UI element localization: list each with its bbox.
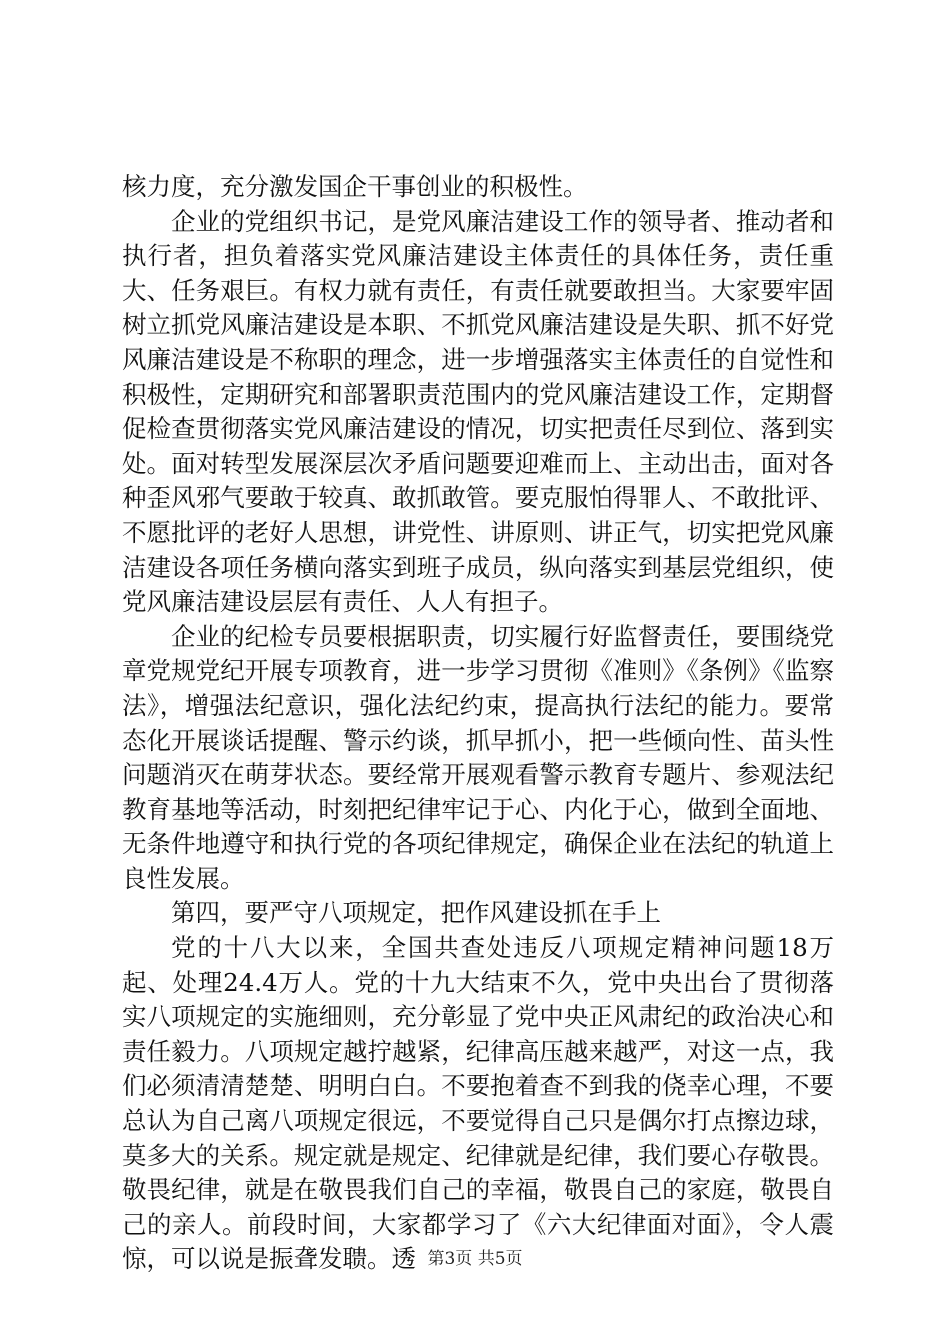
section-heading: 第四，要严守八项规定，把作风建设抓在手上	[171, 898, 661, 928]
page-footer: 第3页 共5页	[427, 1249, 523, 1269]
document-body	[122, 170, 834, 1277]
paragraph-continuation: 核力度，充分激发国企干事创业的积极性。	[122, 172, 588, 201]
paragraph-discipline-commissioner: 企业的纪检专员要根据职责，切实履行好监督责任，要围绕党章党规党纪开展专项教育，进一步学习贯彻《准则》《条例》《监察法》，增强法纪意识，强化法纪约束，提高执行法纪的能力。要常态化开展谈话提醒、警示约谈，抓早抓小，把一些倾向性、苗头性问题消灭在萌芽状态。要经常开展观看警示教育专题片、参观法纪教育基地等活动，时刻把纪律牢记于心、内化于心，做到全面地、无条件地遵守和执行党的各项纪律规定，确保企业在法纪的轨道上良性发展。	[122, 621, 834, 893]
paragraph-party-secretary: 企业的党组织书记，是党风廉洁建设工作的领导者、推动者和执行者，担负着落实党风廉洁建设主体责任的具体任务，责任重大、任务艰巨。有权力就有责任，有责任就要敢担当。大家要牢固树立抓党风廉洁建设是本职、不抓党风廉洁建设是失职、抓不好党风廉洁建设是不称职的理念，进一步增强落实主体责任的自觉性和积极性，定期研究和部署职责范围内的党风廉洁建设工作，定期督促检查贯彻落实党风廉洁建设的情况，切实把责任尽到位、落到实处。面对转型发展深层次矛盾问题要迎难而上、主动出击，面对各种歪风邪气要敢于较真、敢抓敢管。要克服怕得罪人、不敢批评、不愿批评的老好人思想，讲党性、讲原则、讲正气，切实把党风廉洁建设各项任务横向落实到班子成员，纵向落实到基层党组织，使党风廉洁建设层层有责任、人人有担子。	[122, 206, 834, 617]
paragraph-eight-rules: 党的十八大以来，全国共查处违反八项规定精神问题18万起、处理24.4万人。党的十九大结束不久，党中央出台了贯彻落实八项规定的实施细则，充分彰显了党中央正风肃纪的政治决心和责任毅力。八项规定越拧越紧，纪律高压越来越严，对这一点，我们必须清清楚楚、明明白白。不要抱着查不到我的侥幸心理，不要总认为自己离八项规定很远，不要觉得自己只是偶尔打点擦边球，莫多大的关系。规定就是规定、纪律就是纪律，我们要心存敬畏。敬畏纪律，就是在敬畏我们自己的幸福，敬畏自己的家庭，敬畏自己的亲人。前段时间，大家都学习了《六大纪律面对面》，令人震惊，可以说是振聋发聩。透	[122, 933, 834, 1274]
